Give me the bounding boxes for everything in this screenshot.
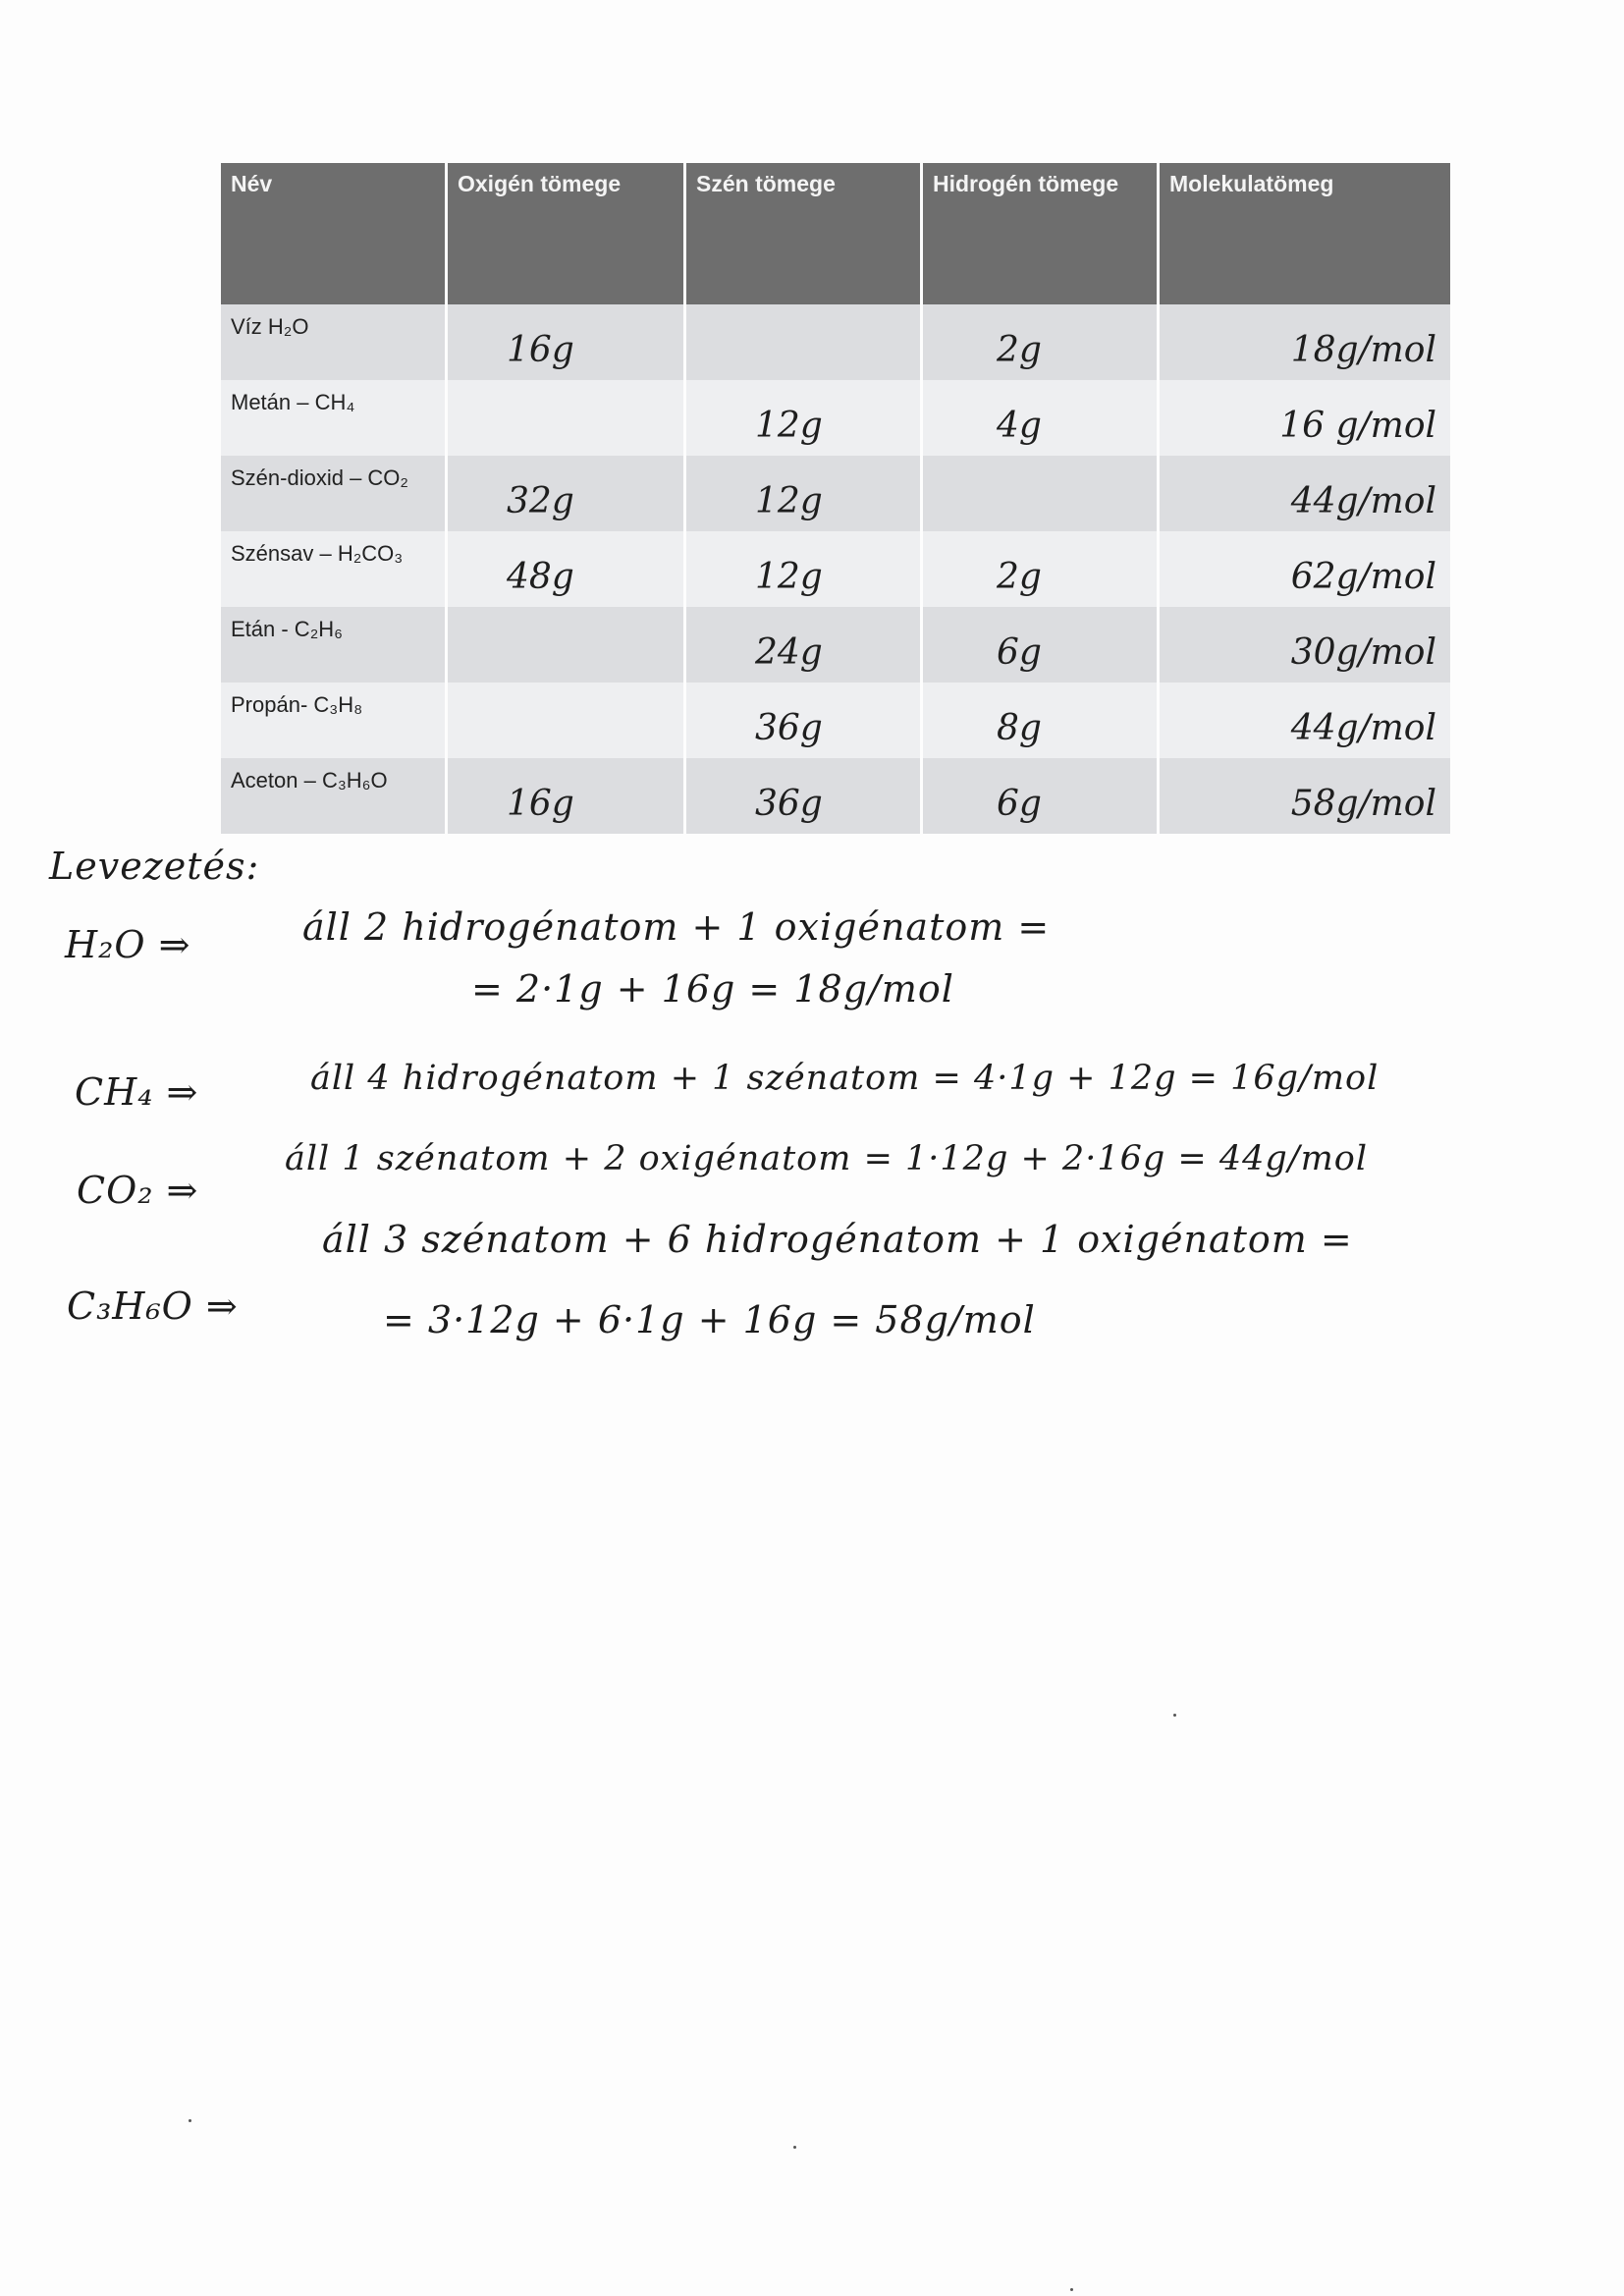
cell-name (221, 304, 445, 380)
co2-derivation-line: áll 1 szénatom + 2 oxigénatom = 1·12g + 2·16g = 44g/mol (285, 1139, 1369, 1178)
cell-hydrogen (923, 456, 1157, 531)
oxygen-value: 16g (507, 330, 574, 370)
cell-hydrogen (923, 380, 1157, 456)
cell-oxygen (448, 758, 683, 834)
cell-molar (1160, 304, 1450, 380)
carbon-value: 24g (755, 632, 823, 673)
h2o-derivation-line2: = 2·1g + 16g = 18g/mol (471, 967, 954, 1011)
molar-value: 18g/mol (1290, 330, 1436, 370)
oxygen-value: 32g (507, 481, 574, 521)
carbon-value: 12g (755, 406, 823, 446)
cell-molar (1160, 683, 1450, 758)
row-name: Szén-dioxid – CO₂ (231, 465, 408, 490)
cell-molar (1160, 380, 1450, 456)
table-row (221, 607, 1450, 683)
table-row (221, 531, 1450, 607)
oxygen-value: 48g (507, 557, 574, 597)
cell-carbon (686, 683, 920, 758)
cell-carbon (686, 380, 920, 456)
scan-speck (189, 2119, 191, 2122)
cell-oxygen (448, 531, 683, 607)
cell-carbon (686, 456, 920, 531)
cell-molar (1160, 456, 1450, 531)
row-name: Szénsav – H₂CO₃ (231, 541, 404, 566)
cell-hydrogen (923, 304, 1157, 380)
molar-value: 16 g/mol (1279, 406, 1436, 446)
row-name: Aceton – C₃H₆O (231, 768, 388, 793)
carbon-value: 36g (755, 708, 823, 748)
cell-name (221, 531, 445, 607)
header-molekulatomeg: Molekulatömeg (1160, 163, 1450, 304)
oxygen-value: 16g (507, 784, 574, 824)
cell-hydrogen (923, 607, 1157, 683)
table-header-row (221, 163, 1450, 304)
c3h6o-formula: C₃H₆O ⇒ (67, 1285, 239, 1328)
carbon-value: 12g (755, 557, 823, 597)
cell-carbon (686, 607, 920, 683)
molar-value: 58g/mol (1290, 784, 1436, 824)
cell-carbon (686, 758, 920, 834)
cell-molar (1160, 531, 1450, 607)
ch4-formula: CH₄ ⇒ (75, 1070, 199, 1114)
carbon-value: 36g (755, 784, 823, 824)
scan-speck (1070, 2288, 1073, 2291)
hydrogen-value: 8g (997, 708, 1042, 748)
molar-value: 62g/mol (1290, 557, 1436, 597)
molecule-mass-table (218, 163, 1453, 834)
c3h6o-derivation-line2: = 3·12g + 6·1g + 16g = 58g/mol (383, 1298, 1036, 1341)
header-oxigen-tomege: Oxigén tömege (448, 163, 683, 304)
table-row (221, 456, 1450, 531)
cell-oxygen (448, 683, 683, 758)
cell-hydrogen (923, 758, 1157, 834)
hydrogen-value: 2g (997, 330, 1042, 370)
co2-formula: CO₂ ⇒ (77, 1169, 199, 1212)
cell-name (221, 456, 445, 531)
molar-value: 30g/mol (1290, 632, 1436, 673)
cell-molar (1160, 607, 1450, 683)
table-row (221, 758, 1450, 834)
cell-hydrogen (923, 531, 1157, 607)
cell-oxygen (448, 456, 683, 531)
cell-oxygen (448, 304, 683, 380)
ch4-derivation-line: áll 4 hidrogénatom + 1 szénatom = 4·1g + 12g = 16g/mol (310, 1059, 1380, 1098)
h2o-derivation-line1: áll 2 hidrogénatom + 1 oxigénatom = (302, 905, 1051, 949)
hydrogen-value: 6g (997, 784, 1042, 824)
table-row (221, 683, 1450, 758)
header-szen-tomege: Szén tömege (686, 163, 920, 304)
row-name: Metán – CH₄ (231, 390, 355, 414)
cell-name (221, 758, 445, 834)
c3h6o-derivation-line1: áll 3 szénatom + 6 hidrogénatom + 1 oxigénatom = (322, 1218, 1353, 1261)
row-name: Víz H₂O (231, 314, 309, 339)
cell-oxygen (448, 380, 683, 456)
molar-value: 44g/mol (1290, 481, 1436, 521)
hydrogen-value: 4g (997, 406, 1042, 446)
h2o-formula: H₂O ⇒ (65, 923, 191, 966)
hydrogen-value: 2g (997, 557, 1042, 597)
table-row (221, 380, 1450, 456)
header-nev: Név (221, 163, 445, 304)
cell-carbon (686, 304, 920, 380)
cell-name (221, 607, 445, 683)
scan-speck (793, 2146, 796, 2149)
header-hidrogen-tomege: Hidrogén tömege (923, 163, 1157, 304)
cell-molar (1160, 758, 1450, 834)
scan-speck (1173, 1714, 1176, 1717)
cell-hydrogen (923, 683, 1157, 758)
molar-value: 44g/mol (1290, 708, 1436, 748)
carbon-value: 12g (755, 481, 823, 521)
row-name: Propán- C₃H₈ (231, 692, 363, 717)
cell-oxygen (448, 607, 683, 683)
hydrogen-value: 6g (997, 632, 1042, 673)
table-row (221, 304, 1450, 380)
cell-carbon (686, 531, 920, 607)
cell-name (221, 683, 445, 758)
cell-name (221, 380, 445, 456)
derivation-heading: Levezetés: (49, 845, 260, 888)
row-name: Etán - C₂H₆ (231, 617, 343, 641)
